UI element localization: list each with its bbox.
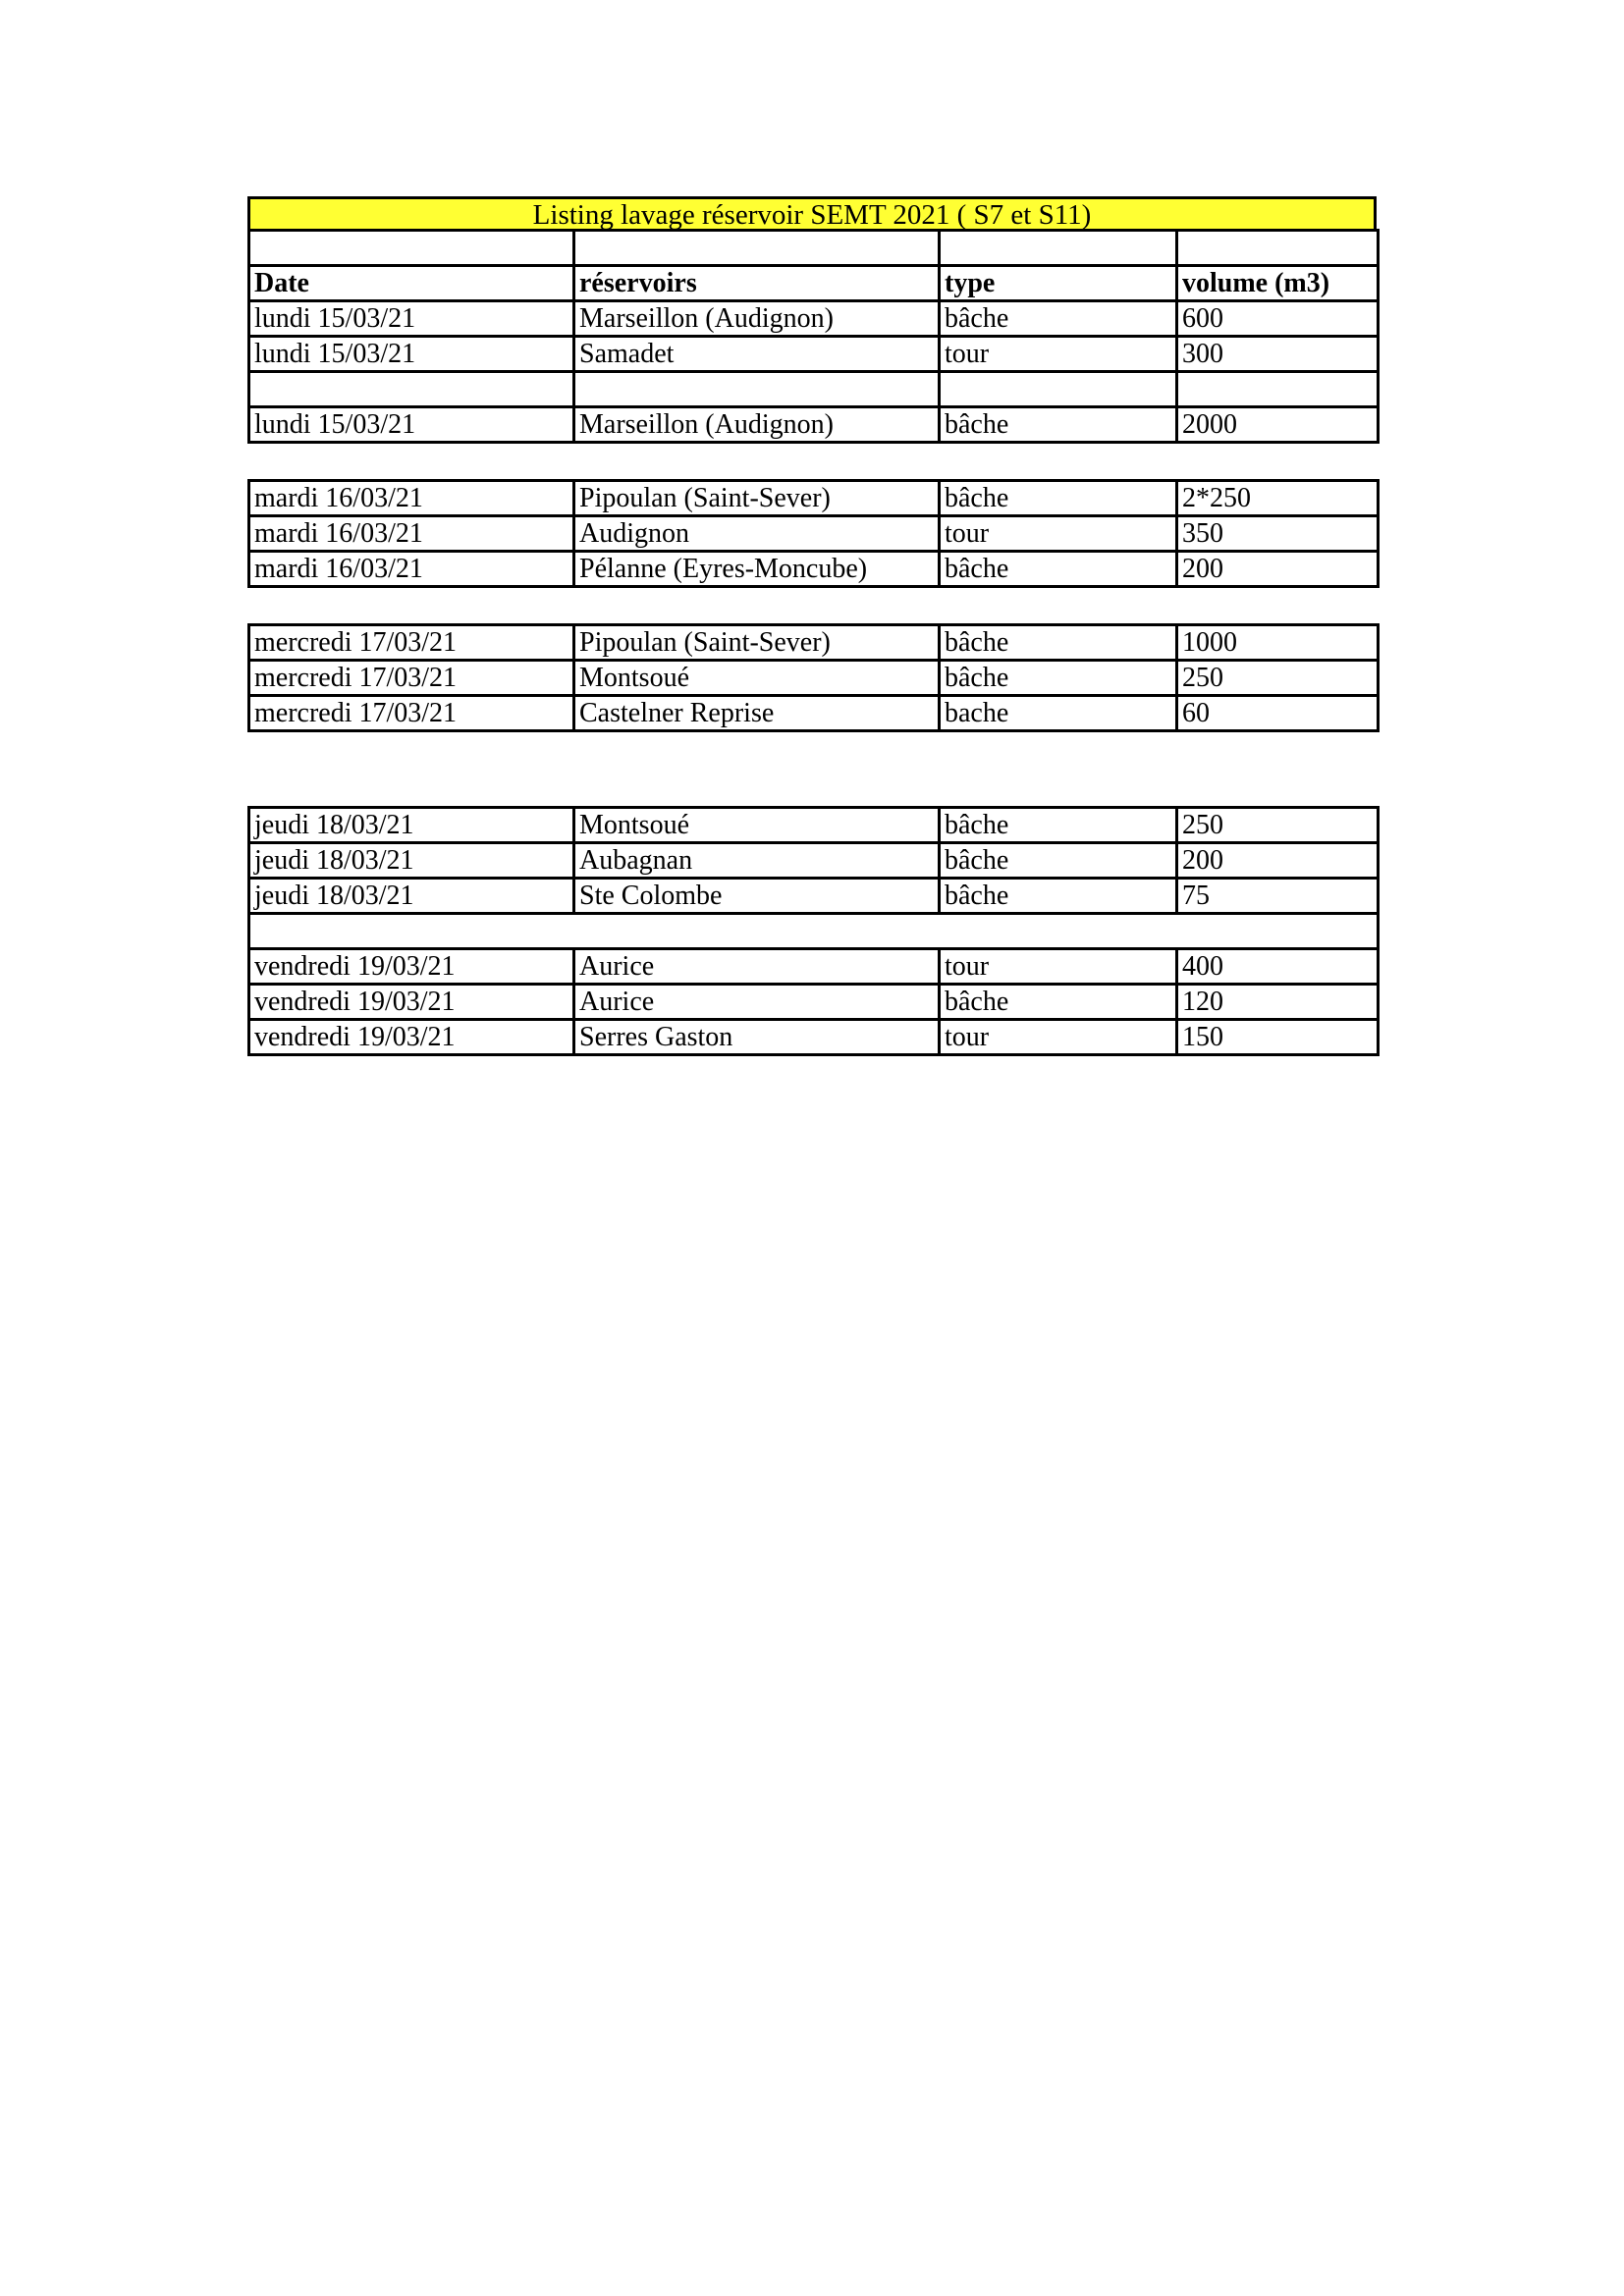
table-row	[249, 949, 1379, 985]
cell-reservoir: Aurice	[574, 949, 940, 985]
header-reservoirs: réservoirs	[574, 266, 940, 301]
table-row	[249, 516, 1379, 552]
cell-reservoir: Aurice	[574, 985, 940, 1020]
cell-reservoir: Marseillon (Audignon)	[574, 407, 940, 443]
header-volume: volume (m3)	[1177, 266, 1379, 301]
cell-volume: 2*250	[1177, 481, 1379, 516]
cell-date: vendredi 19/03/21	[249, 949, 574, 985]
cell-volume: 2000	[1177, 407, 1379, 443]
merged-empty-cell	[249, 914, 1379, 949]
cell-type: bâche	[940, 625, 1177, 661]
cell-volume: 250	[1177, 661, 1379, 696]
cell-type: bâche	[940, 552, 1177, 587]
table-row	[249, 985, 1379, 1020]
table-row	[249, 808, 1379, 843]
table-block-jeudi-vendredi	[247, 806, 1380, 1056]
cell-reservoir: Audignon	[574, 516, 940, 552]
table-block-lundi	[247, 229, 1380, 444]
table-row	[249, 1020, 1379, 1055]
empty-row	[249, 231, 1379, 266]
cell-date: mercredi 17/03/21	[249, 696, 574, 731]
table-row	[249, 843, 1379, 879]
cell-type: bâche	[940, 985, 1177, 1020]
cell	[940, 231, 1177, 266]
cell-volume: 250	[1177, 808, 1379, 843]
header-type: type	[940, 266, 1177, 301]
table-row	[249, 407, 1379, 443]
cell-volume: 1000	[1177, 625, 1379, 661]
table-block-mercredi	[247, 623, 1380, 732]
cell-reservoir: Castelner Reprise	[574, 696, 940, 731]
cell-type: tour	[940, 1020, 1177, 1055]
table-row	[249, 625, 1379, 661]
cell-date: jeudi 18/03/21	[249, 808, 574, 843]
table-row	[249, 552, 1379, 587]
cell-type: bâche	[940, 481, 1177, 516]
cell-type: bache	[940, 696, 1177, 731]
cell-type: tour	[940, 337, 1177, 372]
cell-volume: 150	[1177, 1020, 1379, 1055]
cell-reservoir: Pipoulan (Saint-Sever)	[574, 481, 940, 516]
cell-type: bâche	[940, 843, 1177, 879]
cell-type: tour	[940, 516, 1177, 552]
cell-reservoir: Samadet	[574, 337, 940, 372]
cell-reservoir: Pélanne (Eyres-Moncube)	[574, 552, 940, 587]
table-row	[249, 301, 1379, 337]
cell-volume: 200	[1177, 843, 1379, 879]
cell-type: bâche	[940, 661, 1177, 696]
cell	[249, 231, 574, 266]
cell-volume: 350	[1177, 516, 1379, 552]
cell-date: mardi 16/03/21	[249, 552, 574, 587]
cell-date: lundi 15/03/21	[249, 301, 574, 337]
cell	[1177, 372, 1379, 407]
cell-reservoir: Marseillon (Audignon)	[574, 301, 940, 337]
cell-type: bâche	[940, 407, 1177, 443]
cell-date: jeudi 18/03/21	[249, 843, 574, 879]
cell-date: lundi 15/03/21	[249, 407, 574, 443]
cell-date: vendredi 19/03/21	[249, 1020, 574, 1055]
cell-reservoir: Ste Colombe	[574, 879, 940, 914]
cell-volume: 200	[1177, 552, 1379, 587]
cell-reservoir: Pipoulan (Saint-Sever)	[574, 625, 940, 661]
cell-volume: 75	[1177, 879, 1379, 914]
table-row	[249, 696, 1379, 731]
table-block-mardi	[247, 479, 1380, 588]
cell-reservoir: Aubagnan	[574, 843, 940, 879]
sheet-title: Listing lavage réservoir SEMT 2021 ( S7 et S11)	[247, 196, 1377, 232]
cell-date: jeudi 18/03/21	[249, 879, 574, 914]
header-date: Date	[249, 266, 574, 301]
cell-date: mercredi 17/03/21	[249, 625, 574, 661]
cell-volume: 400	[1177, 949, 1379, 985]
spacer	[247, 732, 1377, 806]
cell-date: lundi 15/03/21	[249, 337, 574, 372]
empty-row	[249, 914, 1379, 949]
table-row	[249, 661, 1379, 696]
cell-reservoir: Montsoué	[574, 808, 940, 843]
table-row	[249, 481, 1379, 516]
cell	[1177, 231, 1379, 266]
cell-date: mardi 16/03/21	[249, 516, 574, 552]
cell-date: mardi 16/03/21	[249, 481, 574, 516]
cell	[940, 372, 1177, 407]
table-row	[249, 337, 1379, 372]
cell-type: bâche	[940, 301, 1177, 337]
cell-type: bâche	[940, 808, 1177, 843]
spreadsheet-printout	[247, 196, 1377, 1056]
cell	[574, 372, 940, 407]
cell-type: bâche	[940, 879, 1177, 914]
spacer	[247, 588, 1377, 623]
cell-volume: 60	[1177, 696, 1379, 731]
cell	[249, 372, 574, 407]
cell-reservoir: Montsoué	[574, 661, 940, 696]
cell	[574, 231, 940, 266]
spacer	[247, 444, 1377, 479]
cell-date: mercredi 17/03/21	[249, 661, 574, 696]
cell-volume: 120	[1177, 985, 1379, 1020]
empty-row	[249, 372, 1379, 407]
cell-date: vendredi 19/03/21	[249, 985, 574, 1020]
cell-reservoir: Serres Gaston	[574, 1020, 940, 1055]
cell-volume: 300	[1177, 337, 1379, 372]
header-row	[249, 266, 1379, 301]
cell-type: tour	[940, 949, 1177, 985]
table-row	[249, 879, 1379, 914]
cell-volume: 600	[1177, 301, 1379, 337]
